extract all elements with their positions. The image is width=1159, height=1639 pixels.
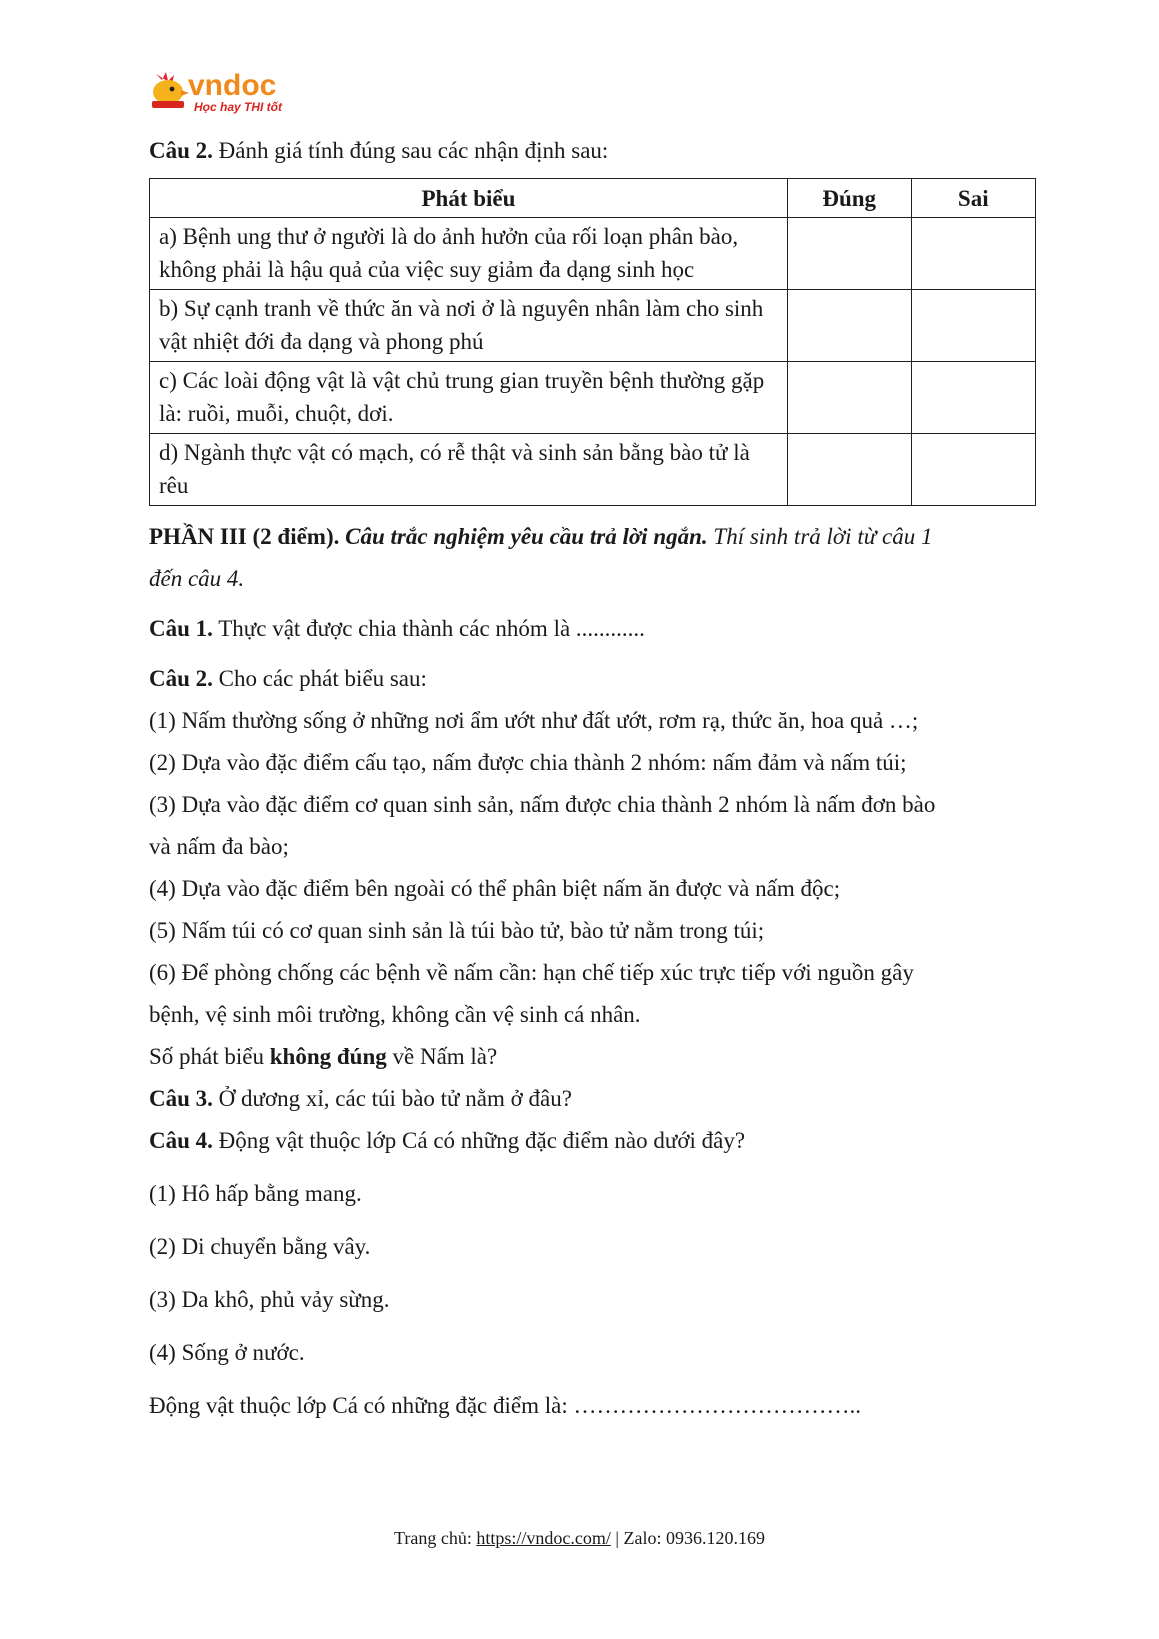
q2-item: và nấm đa bào; [149, 834, 289, 859]
q1-label: Câu 1. [149, 616, 213, 641]
statement-a: a) Bệnh ung thư ở người là do ảnh hưởn của rối loạn phân bào, không phải là hậu quả của việc suy giảm đa dạng sinh học [150, 218, 788, 290]
q3-body: Ở dương xỉ, các túi bào tử nằm ở đâu? [212, 1086, 572, 1111]
false-cell-c[interactable] [911, 362, 1035, 434]
table-header-row [150, 179, 1036, 218]
footer-suffix: | Zalo: 0936.120.169 [610, 1528, 765, 1548]
page-footer [0, 1528, 1159, 1549]
false-cell-b[interactable] [911, 290, 1035, 362]
false-cell-a[interactable] [911, 218, 1035, 290]
q2-item: (6) Để phòng chống các bệnh về nấm cần: hạn chế tiếp xúc trực tiếp với nguồn gây [149, 960, 914, 985]
q4-label: Câu 4. [149, 1128, 213, 1153]
q2-item: bệnh, vệ sinh môi trường, không cần vệ sinh cá nhân. [149, 1002, 641, 1027]
header-false: Sai [911, 179, 1035, 218]
q2-item: (4) Dựa vào đặc điểm bên ngoài có thể phân biệt nấm ăn được và nấm độc; [149, 876, 841, 901]
header-true: Đúng [787, 179, 911, 218]
part3-instruction: Thí sinh trả lời từ câu 1 [707, 524, 933, 549]
q2-question-pre: Số phát biểu [149, 1044, 270, 1069]
vndoc-logo[interactable] [148, 70, 298, 118]
q4-item: (2) Di chuyển bằng vây. [149, 1234, 371, 1259]
q2-part2-heading [149, 138, 1039, 164]
q2-item: (3) Dựa vào đặc điểm cơ quan sinh sản, nấm được chia thành 2 nhóm là nấm đơn bào [149, 792, 936, 817]
q4-item: (4) Sống ở nước. [149, 1340, 305, 1365]
q2-text [149, 658, 1039, 700]
q4-item: (1) Hô hấp bằng mang. [149, 1181, 362, 1206]
q2-item: (2) Dựa vào đặc điểm cấu tạo, nấm được chia thành 2 nhóm: nấm đảm và nấm túi; [149, 750, 907, 775]
homepage-link[interactable]: https://vndoc.com/ [476, 1528, 611, 1548]
true-cell-a[interactable] [787, 218, 911, 290]
q2-part2-text: Đánh giá tính đúng sau các nhận định sau: [212, 138, 609, 163]
q2-question-post: về Nấm là? [386, 1044, 498, 1069]
q3-text [149, 1078, 1039, 1120]
document-content [149, 138, 1039, 1427]
true-cell-d[interactable] [787, 434, 911, 506]
statement-d: d) Ngành thực vật có mạch, có rễ thật và sinh sản bằng bào tử là rêu [150, 434, 788, 506]
table-row [150, 290, 1036, 362]
q2-item: (5) Nấm túi có cơ quan sinh sản là túi bào tử, bào tử nằm trong túi; [149, 918, 765, 943]
q1-text [149, 608, 1039, 650]
table-row [150, 434, 1036, 506]
part3-subtitle: Câu trắc nghiệm yêu cầu trả lời ngắn. [339, 524, 708, 549]
header-statement: Phát biểu [150, 179, 788, 218]
table-row [150, 218, 1036, 290]
true-cell-b[interactable] [787, 290, 911, 362]
true-false-table [149, 178, 1036, 506]
q1-body: Thực vật được chia thành các nhóm là ............ [212, 616, 645, 641]
true-cell-c[interactable] [787, 362, 911, 434]
q2-label: Câu 2. [149, 666, 213, 691]
q3-label: Câu 3. [149, 1086, 213, 1111]
logo-tagline: Học hay THI tốt [194, 100, 283, 114]
rooster-mascot-icon [148, 70, 190, 110]
part3-instruction-cont: đến câu 4. [149, 566, 245, 591]
q4-answer: Động vật thuộc lớp Cá có những đặc điểm là: ……………………………….. [149, 1393, 861, 1418]
q4-text [149, 1120, 1039, 1162]
q2-question-bold: không đúng [269, 1044, 387, 1069]
q4-item: (3) Da khô, phủ vảy sừng. [149, 1287, 390, 1312]
q2-part2-label: Câu 2. [149, 138, 213, 163]
statement-c: c) Các loài động vật là vật chủ trung gian truyền bệnh thường gặp là: ruồi, muỗi, chuột, dơi. [150, 362, 788, 434]
footer-prefix: Trang chủ: [394, 1528, 477, 1548]
part3-title: PHẦN III (2 điểm). [149, 524, 340, 549]
part3-heading [149, 516, 1039, 558]
q2-question [149, 1036, 1039, 1078]
logo-brand-text: vndoc [188, 69, 277, 102]
q4-body: Động vật thuộc lớp Cá có những đặc điểm nào dưới đây? [212, 1128, 746, 1153]
q2-body: Cho các phát biểu sau: [212, 666, 427, 691]
q2-item: (1) Nấm thường sống ở những nơi ẩm ướt như đất ướt, rơm rạ, thức ăn, hoa quả …; [149, 708, 919, 733]
statement-b: b) Sự cạnh tranh về thức ăn và nơi ở là nguyên nhân làm cho sinh vật nhiệt đới đa dạng và phong phú [150, 290, 788, 362]
table-row [150, 362, 1036, 434]
false-cell-d[interactable] [911, 434, 1035, 506]
